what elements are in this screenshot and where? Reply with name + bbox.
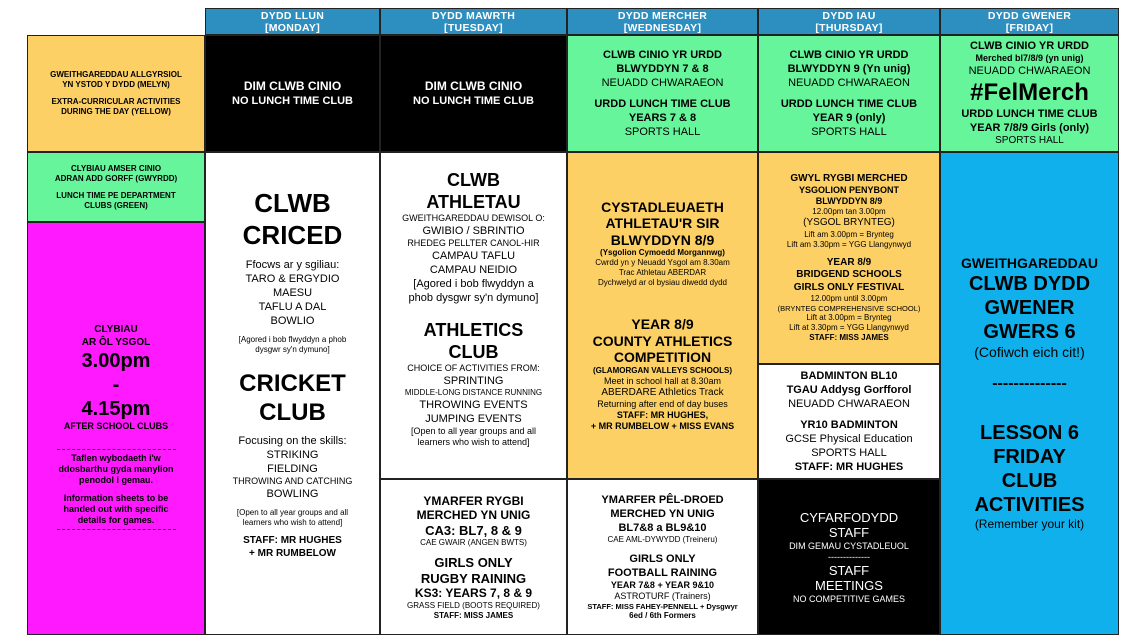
skills-line: Ffocws ar y sgiliau: bbox=[245, 259, 340, 271]
staff-line: STAFF: MISS JAMES bbox=[433, 610, 514, 620]
note-line: dysgwr sy'n dymuno] bbox=[255, 345, 330, 354]
lunch-line: NO LUNCH TIME CLUB bbox=[232, 94, 353, 107]
lunch-line: SPORTS HALL bbox=[995, 135, 1064, 147]
header-monday bbox=[205, 8, 380, 35]
competition-line: COUNTY ATHLETICS bbox=[592, 332, 733, 349]
friday-line: CLWB DYDD bbox=[968, 272, 1091, 295]
festival-line: BLWYDDYN 8/9 bbox=[815, 196, 883, 207]
lunch-line: YEAR 9 (only) bbox=[812, 112, 886, 124]
header-thursday-cy: DYDD IAU bbox=[822, 9, 876, 22]
festival-line: GWYL RYGBI MERCHED bbox=[790, 172, 908, 184]
festival-line: GIRLS ONLY FESTIVAL bbox=[793, 281, 905, 293]
competition-line: COMPETITION bbox=[613, 349, 712, 366]
meeting-line: NO COMPETITIVE GAMES bbox=[792, 593, 905, 604]
activity-line: CAMPAU TAFLU bbox=[431, 250, 516, 262]
friday-line: (Remember your kit) bbox=[974, 517, 1085, 532]
football-line: FOOTBALL RAINING bbox=[607, 567, 718, 579]
festival-line: Lift at 3.00pm = Brynteg bbox=[806, 313, 892, 323]
competition-line: CYSTADLEUAETH bbox=[601, 198, 724, 215]
football-line: YMARFER PÊL-DROED bbox=[601, 494, 724, 506]
header-tuesday bbox=[380, 8, 567, 35]
header-friday bbox=[940, 8, 1119, 35]
cricket-title-en: CLUB bbox=[259, 399, 326, 426]
after-wednesday-football bbox=[567, 479, 758, 635]
lunch-line: URDD LUNCH TIME CLUB bbox=[961, 108, 1098, 121]
cricket-title-en: CRICKET bbox=[239, 370, 346, 397]
competition-line: Dychwelyd ar ol bysiau diwedd dydd bbox=[598, 278, 727, 288]
activity-line: CHOICE OF ACTIVITIES FROM: bbox=[407, 363, 540, 373]
time-dash: - bbox=[112, 374, 120, 396]
label-line: DURING THE DAY (YELLOW) bbox=[61, 107, 171, 116]
header-wednesday bbox=[567, 8, 758, 35]
competition-line: BLWYDDYN 8/9 bbox=[610, 231, 715, 248]
competition-line: Returning after end of day buses bbox=[597, 399, 728, 410]
friday-line: GWERS 6 bbox=[983, 320, 1076, 343]
header-thursday-en: [THURSDAY] bbox=[815, 21, 883, 34]
lunch-line: CLWB CINIO YR URDD bbox=[603, 49, 722, 61]
rugby-line: GIRLS ONLY bbox=[434, 555, 513, 570]
friday-line: LESSON 6 bbox=[980, 422, 1079, 445]
competition-line: (Ysgolion Cymoedd Morgannwg) bbox=[600, 248, 725, 258]
meeting-line: STAFF bbox=[828, 525, 870, 540]
note-line: details for games. bbox=[77, 515, 155, 525]
note-line: [Open to all year groups and all bbox=[410, 426, 537, 436]
lunch-line: DIM CLWB CINIO bbox=[243, 79, 342, 94]
header-monday-en: [MONDAY] bbox=[264, 21, 321, 34]
note-line: ddosbarthu gyda manylion bbox=[58, 464, 174, 474]
competition-line: ABERDARE Athletics Track bbox=[601, 386, 724, 398]
note-line: Taflen wybodaeth i'w bbox=[71, 453, 161, 463]
staff-line: STAFF: MR HUGHES bbox=[243, 535, 342, 546]
after-tuesday-rugby bbox=[380, 479, 567, 635]
after-friday-lesson6 bbox=[940, 152, 1119, 635]
lunch-line: BLWYDDYN 7 & 8 bbox=[616, 63, 709, 75]
festival-line: (BRYNTEG COMPREHENSIVE SCHOOL) bbox=[777, 304, 921, 314]
staff-line: STAFF: MR HUGHES bbox=[794, 461, 904, 473]
competition-line: YEAR 8/9 bbox=[631, 316, 694, 333]
note-line: [Agored i bob flwyddyn a phob bbox=[238, 335, 347, 344]
label-line: CLYBIAU bbox=[94, 324, 138, 335]
lunch-line: SPORTS HALL bbox=[624, 126, 701, 138]
hashtag-felmerch: #FelMerch bbox=[970, 79, 1089, 107]
note-line: learners who wish to attend] bbox=[417, 437, 530, 447]
football-line: BL7&8 a BL9&10 bbox=[618, 522, 707, 534]
header-monday-cy: DYDD LLUN bbox=[260, 9, 325, 22]
end-time: 4.15pm bbox=[81, 398, 151, 420]
label-line: YN YSTOD Y DYDD (MELYN) bbox=[62, 80, 170, 89]
activity-line: GWEITHGAREDDAU DEWISOL O: bbox=[402, 213, 545, 223]
header-wednesday-cy: DYDD MERCHER bbox=[617, 9, 708, 22]
skills-line: Focusing on the skills: bbox=[238, 435, 347, 447]
label-line: CLYBIAU AMSER CINIO bbox=[70, 163, 162, 173]
after-monday-cricket bbox=[205, 152, 380, 635]
after-thursday-rugby-festival bbox=[758, 152, 940, 364]
festival-line: 12.00pm tan 3.00pm bbox=[812, 207, 886, 217]
activity-line: THROWING EVENTS bbox=[419, 399, 528, 411]
festival-line: Lift am 3.30pm = YGG Llangynwyd bbox=[786, 239, 912, 249]
football-line: YEAR 7&8 + YEAR 9&10 bbox=[610, 580, 715, 590]
row-label-extracurricular bbox=[27, 35, 205, 152]
activity-line: MIDDLE-LONG DISTANCE RUNNING bbox=[404, 388, 543, 397]
badminton-line: SPORTS HALL bbox=[811, 447, 887, 459]
lunch-friday bbox=[940, 35, 1119, 152]
skills-line: TARO & ERGYDIO bbox=[245, 273, 340, 285]
friday-line: (Cofiwch eich cit!) bbox=[974, 343, 1085, 360]
competition-line: Meet in school hall at 8.30am bbox=[603, 375, 722, 386]
football-line: CAE AML-DYWYDD (Treineru) bbox=[607, 535, 718, 544]
meeting-line: STAFF bbox=[828, 562, 870, 578]
lunch-line: YEARS 7 & 8 bbox=[628, 112, 697, 124]
lunch-line: SPORTS HALL bbox=[811, 126, 887, 138]
lunch-wednesday bbox=[567, 35, 758, 152]
row-label-lunch-pe bbox=[27, 152, 205, 222]
label-line: AFTER SCHOOL CLUBS bbox=[63, 421, 169, 431]
note-line: penodol i gemau. bbox=[78, 475, 153, 485]
meeting-line: MEETINGS bbox=[815, 578, 883, 593]
activity-line: JUMPING EVENTS bbox=[425, 413, 522, 425]
festival-line: YSGOLION PENYBONT bbox=[798, 185, 899, 196]
activity-line: GWIBIO / SBRINTIO bbox=[422, 225, 525, 237]
meeting-line: CYFARFODYDD bbox=[799, 509, 899, 525]
staff-line: STAFF: MR HUGHES, bbox=[616, 410, 709, 421]
lunch-line: NEUADD CHWARAEON bbox=[601, 77, 724, 89]
activity-line: RHEDEG PELLTER CANOL-HIR bbox=[407, 238, 540, 248]
lunch-line: URDD LUNCH TIME CLUB bbox=[780, 98, 918, 110]
lunch-line: BLWYDDYN 9 (Yn unig) bbox=[787, 63, 911, 75]
rugby-line: MERCHED YN UNIG bbox=[416, 508, 531, 522]
lunch-monday bbox=[205, 35, 380, 152]
cricket-title-cy: CLWB bbox=[254, 188, 331, 218]
lunch-line: CLWB CINIO YR URDD bbox=[970, 40, 1089, 53]
skills-line: FIELDING bbox=[267, 463, 318, 475]
athletics-title-en: ATHLETICS bbox=[423, 320, 524, 340]
rugby-line: CAE GWAIR (ANGEN BWTS) bbox=[420, 538, 527, 547]
note-line: [Open to all year groups and all bbox=[236, 508, 349, 517]
header-thursday bbox=[758, 8, 940, 35]
festival-line: Lift am 3.00pm = Brynteg bbox=[804, 229, 894, 239]
note-line: handed out with specific bbox=[63, 504, 169, 514]
skills-line: TAFLU A DAL bbox=[258, 301, 327, 313]
competition-line: Trac Athletau ABERDAR bbox=[618, 268, 707, 278]
staff-line: STAFF: MISS FAHEY-PENNELL + Dysgwyr bbox=[587, 602, 738, 611]
start-time: 3.00pm bbox=[81, 350, 151, 372]
friday-line: ACTIVITIES bbox=[974, 494, 1085, 517]
lunch-line: CLWB CINIO YR URDD bbox=[789, 49, 909, 61]
festival-line: (YSGOL BRYNTEG) bbox=[803, 217, 895, 229]
rugby-line: YMARFER RYGBI bbox=[423, 493, 524, 508]
rugby-line: GRASS FIELD (BOOTS REQUIRED) bbox=[407, 600, 540, 610]
skills-line: BOWLING bbox=[266, 488, 319, 500]
activity-line: SPRINTING bbox=[443, 375, 504, 387]
skills-line: MAESU bbox=[272, 287, 313, 299]
skills-line: STRIKING bbox=[266, 449, 319, 461]
staff-line: STAFF: MISS JAMES bbox=[809, 333, 889, 343]
badminton-line: TGAU Addysg Gorfforol bbox=[786, 384, 912, 396]
skills-line: BOWLIO bbox=[270, 315, 315, 327]
athletics-title-en: CLUB bbox=[448, 342, 499, 362]
badminton-line: GCSE Physical Education bbox=[785, 433, 913, 445]
note-line: learners who wish to attend] bbox=[242, 518, 343, 527]
meeting-divider: -------------- bbox=[828, 551, 870, 562]
row-label-after-school bbox=[27, 222, 205, 635]
lunch-line: NO LUNCH TIME CLUB bbox=[413, 94, 534, 107]
festival-line: Lift at 3.30pm = YGG Llangynwyd bbox=[789, 323, 909, 333]
lunch-line: NEUADD CHWARAEON bbox=[788, 77, 910, 89]
label-line: GWEITHGAREDDAU ALLGYRSIOL bbox=[50, 70, 182, 79]
label-line: AR ÔL YSGOL bbox=[81, 336, 151, 348]
friday-line: GWENER bbox=[984, 296, 1075, 319]
festival-line: 12.00pm until 3.00pm bbox=[810, 294, 888, 304]
cricket-title-cy: CRICED bbox=[242, 220, 343, 250]
friday-line: CLUB bbox=[1001, 470, 1058, 493]
header-tuesday-cy: DYDD MAWRTH bbox=[431, 9, 516, 22]
note-line: phob dysgwr sy'n dymuno] bbox=[408, 292, 539, 304]
label-line: EXTRA-CURRICULAR ACTIVITIES bbox=[51, 97, 181, 106]
after-thursday-staff-meetings bbox=[758, 479, 940, 635]
lunch-line: URDD LUNCH TIME CLUB bbox=[594, 98, 731, 110]
competition-line: (GLAMORGAN VALLEYS SCHOOLS) bbox=[593, 365, 732, 375]
staff-line: + MR RUMBELOW + MISS EVANS bbox=[590, 421, 735, 432]
meeting-line: DIM GEMAU CYSTADLEUOL bbox=[789, 540, 909, 551]
after-thursday-badminton bbox=[758, 364, 940, 479]
football-line: GIRLS ONLY bbox=[629, 553, 696, 565]
header-wednesday-en: [WEDNESDAY] bbox=[623, 21, 702, 34]
friday-line: GWEITHGAREDDAU bbox=[961, 255, 1098, 272]
label-line: ADRAN ADD GORFF (GWYRDD) bbox=[54, 173, 178, 183]
header-friday-cy: DYDD GWENER bbox=[987, 9, 1072, 22]
festival-line: BRIDGEND SCHOOLS bbox=[796, 269, 902, 281]
rugby-line: KS3: YEARS 7, 8 & 9 bbox=[414, 586, 533, 600]
lunch-tuesday bbox=[380, 35, 567, 152]
header-tuesday-en: [TUESDAY] bbox=[444, 21, 503, 34]
athletics-title-cy: ATHLETAU bbox=[426, 192, 521, 212]
festival-line: YEAR 8/9 bbox=[826, 256, 872, 268]
activity-line: CAMPAU NEIDIO bbox=[429, 264, 518, 276]
note-line: Information sheets to be bbox=[63, 493, 169, 503]
competition-line: Cwrdd yn y Neuadd Ysgol am 8.30am bbox=[595, 258, 730, 268]
lunch-line: NEUADD CHWARAEON bbox=[968, 65, 1091, 78]
note-line: [Agored i bob flwyddyn a bbox=[413, 278, 534, 290]
rugby-line: CA3: BL7, 8 & 9 bbox=[425, 522, 522, 538]
football-line: MERCHED YN UNIG bbox=[610, 508, 715, 520]
badminton-line: BADMINTON BL10 bbox=[800, 370, 898, 382]
badminton-line: NEUADD CHWARAEON bbox=[788, 398, 910, 410]
lunch-thursday bbox=[758, 35, 940, 152]
after-tuesday-athletics bbox=[380, 152, 567, 479]
label-line: LUNCH TIME PE DEPARTMENT bbox=[56, 190, 176, 200]
staff-line: + MR RUMBELOW bbox=[249, 547, 336, 559]
friday-divider: -------------- bbox=[992, 375, 1067, 393]
football-line: ASTROTURF (Trainers) bbox=[614, 591, 711, 601]
lunch-line: DIM CLWB CINIO bbox=[424, 79, 523, 94]
header-friday-en: [FRIDAY] bbox=[1005, 21, 1054, 34]
athletics-title-cy: CLWB bbox=[447, 170, 500, 190]
lunch-line: Merched bl7/8/9 (yn unig) bbox=[975, 53, 1084, 64]
staff-line: 6ed / 6th Formers bbox=[629, 611, 696, 620]
after-wednesday-county-athletics bbox=[567, 152, 758, 479]
competition-line: ATHLETAU'R SIR bbox=[605, 215, 720, 232]
badminton-line: YR10 BADMINTON bbox=[800, 419, 898, 431]
friday-line: FRIDAY bbox=[993, 446, 1066, 469]
skills-line: THROWING AND CATCHING bbox=[232, 476, 353, 486]
lunch-line: YEAR 7/8/9 Girls (only) bbox=[969, 122, 1090, 135]
label-line: CLUBS (GREEN) bbox=[84, 200, 148, 210]
rugby-line: RUGBY RAINING bbox=[420, 570, 527, 586]
